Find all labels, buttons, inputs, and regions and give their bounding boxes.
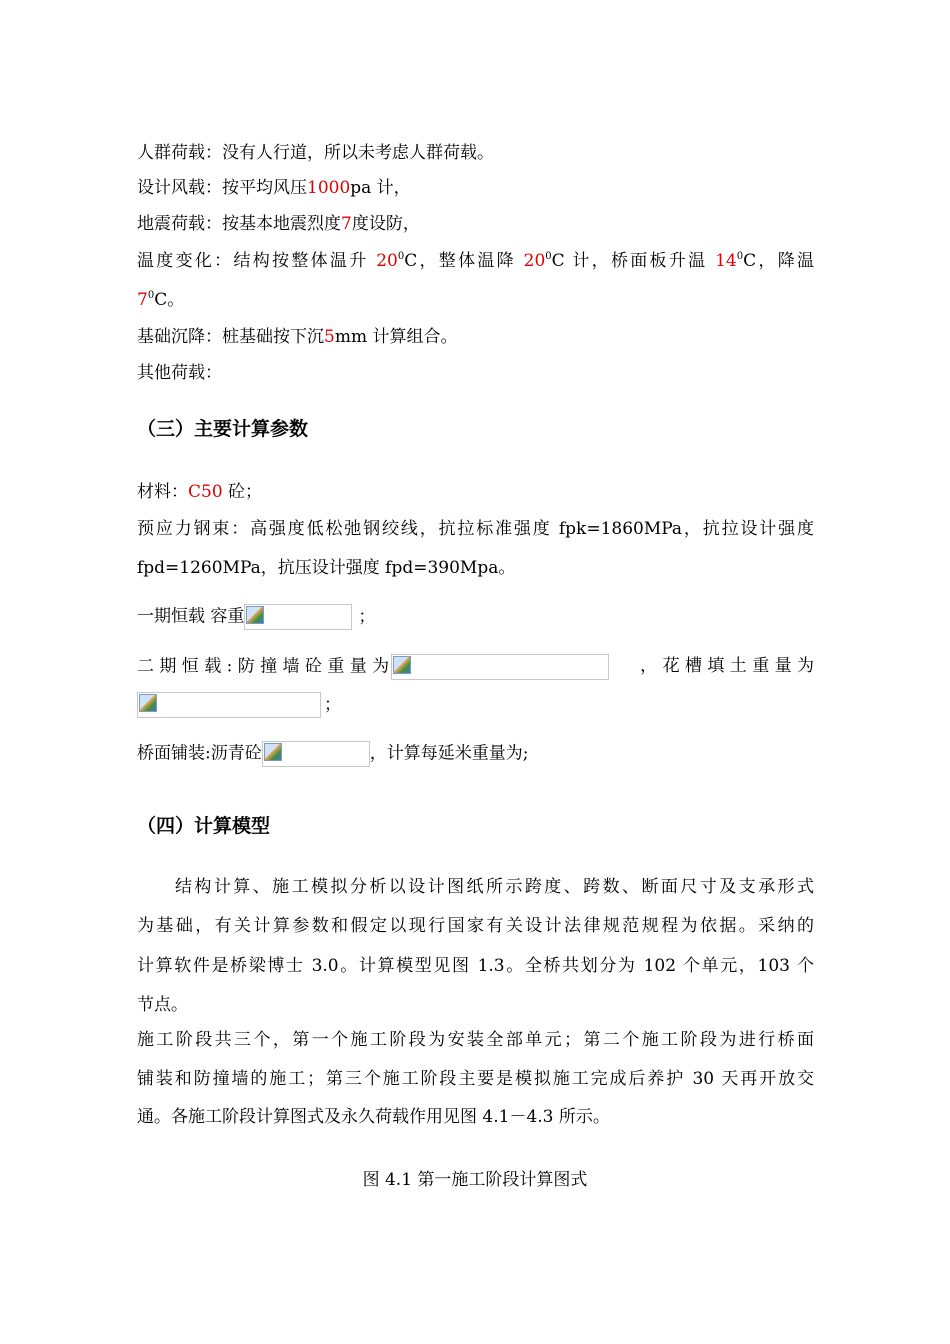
figure-caption: 图 4.1 第一施工阶段计算图式 (362, 1170, 588, 1190)
stages-para-line-1: 施工阶段共三个，第一个施工阶段为安装全部单元；第二个施工阶段为进行桥面 (137, 1030, 814, 1050)
model-para-line-3: 计算软件是桥梁博士 3.0。计算模型见图 1.3。全桥共划分为 102 个单元，103 个 (137, 956, 814, 976)
settlement-label: 基础沉降：桩基础按下沉 (137, 327, 324, 347)
model-para-line-2: 为基础，有关计算参数和假定以现行国家有关设计法律规范规程为依据。采纳的 (137, 916, 814, 936)
temp-drop-value: 20 (523, 251, 546, 271)
material-value: C50 (188, 482, 223, 502)
seismic-load-label: 地震荷载：按基本地震烈度 (137, 214, 341, 234)
model-para-line-4: 节点。 (137, 995, 188, 1015)
settlement-value: 5 (324, 327, 335, 347)
temperature-line-1 (137, 249, 814, 273)
degree-sup: 0 (147, 290, 155, 301)
deadload-2-line (137, 654, 814, 680)
model-para-line-1: 结构计算、施工模拟分析以设计图纸所示跨度、跨数、断面尺寸及支承形式 (175, 877, 814, 897)
temp-label: 温度变化：结构按整体温升 (137, 251, 369, 271)
temp-text-4: C，降温 (743, 251, 815, 271)
formula-image-placeholder (137, 692, 321, 718)
formula-image-placeholder (262, 741, 370, 767)
temp-text-3: C 计，桥面板升温 (551, 251, 708, 271)
formula-image-placeholder (391, 654, 609, 680)
seismic-load-line (137, 212, 420, 236)
temperature-line-2 (137, 288, 184, 312)
broken-image-icon (393, 656, 411, 674)
material-unit: 砼； (222, 482, 263, 502)
prestress-line-2: fpd=1260MPa，抗压设计强度 fpd=390Mpa。 (137, 558, 516, 578)
broken-image-icon (139, 694, 157, 712)
formula-image-placeholder (244, 604, 352, 630)
degree-sup: 0 (545, 251, 552, 262)
stages-para-line-2: 铺装和防撞墙的施工；第三个施工阶段主要是模拟施工完成后养护 30 天再开放交 (137, 1069, 814, 1089)
material-line (137, 480, 262, 504)
prestress-line-1: 预应力钢束：高强度低松弛钢绞线，抗拉标准强度 fpk=1860MPa，抗拉设计强度 (137, 519, 814, 539)
section-3-heading: （三）主要计算参数 (137, 418, 309, 440)
deadload-1-line (137, 604, 375, 630)
section-4-heading: （四）计算模型 (137, 815, 271, 837)
deadload-1-end: ； (358, 606, 376, 627)
stages-para-line-3: 通。各施工阶段计算图式及永久荷载作用见图 4.1－4.3 所示。 (137, 1107, 610, 1127)
paving-label: 桥面铺装:沥青砼 (137, 743, 262, 764)
crowd-load-text: 人群荷载：没有人行道，所以未考虑人群荷载。 (137, 143, 494, 163)
temp-rise-value: 20 (376, 251, 398, 271)
broken-image-icon (264, 743, 282, 761)
deadload-1-label: 一期恒载 容重 (137, 606, 245, 627)
temp-text-5: C。 (154, 290, 185, 310)
deadload-2-end: ； (324, 694, 341, 715)
wind-load-line (137, 176, 411, 200)
seismic-load-value: 7 (341, 214, 352, 234)
wind-load-value: 1000 (307, 178, 351, 198)
other-load-text: 其他荷载： (137, 363, 222, 383)
paving-line (137, 741, 528, 767)
wind-load-label: 设计风载：按平均风压 (137, 178, 307, 198)
deadload-2-line-2 (137, 692, 341, 718)
paving-end: ，计算每延米重量为; (369, 743, 529, 764)
deadload-2-mid: ， 花 槽 填 土 重 量 为 (640, 656, 814, 676)
wind-load-unit: pa 计， (350, 178, 411, 198)
settlement-line (137, 325, 457, 349)
degree-sup: 0 (736, 251, 744, 262)
seismic-load-unit: 度设防， (351, 214, 420, 234)
material-label: 材料： (137, 482, 188, 502)
temp-text-2: C，整体温降 (404, 251, 516, 271)
deck-drop-value: 7 (137, 290, 148, 310)
settlement-unit: mm 计算组合。 (334, 327, 458, 347)
broken-image-icon (246, 606, 264, 624)
deadload-2-label: 二 期 恒 载 : 防 撞 墙 砼 重 量 为 (137, 656, 390, 677)
deck-rise-value: 14 (715, 251, 737, 271)
degree-sup: 0 (397, 251, 405, 262)
